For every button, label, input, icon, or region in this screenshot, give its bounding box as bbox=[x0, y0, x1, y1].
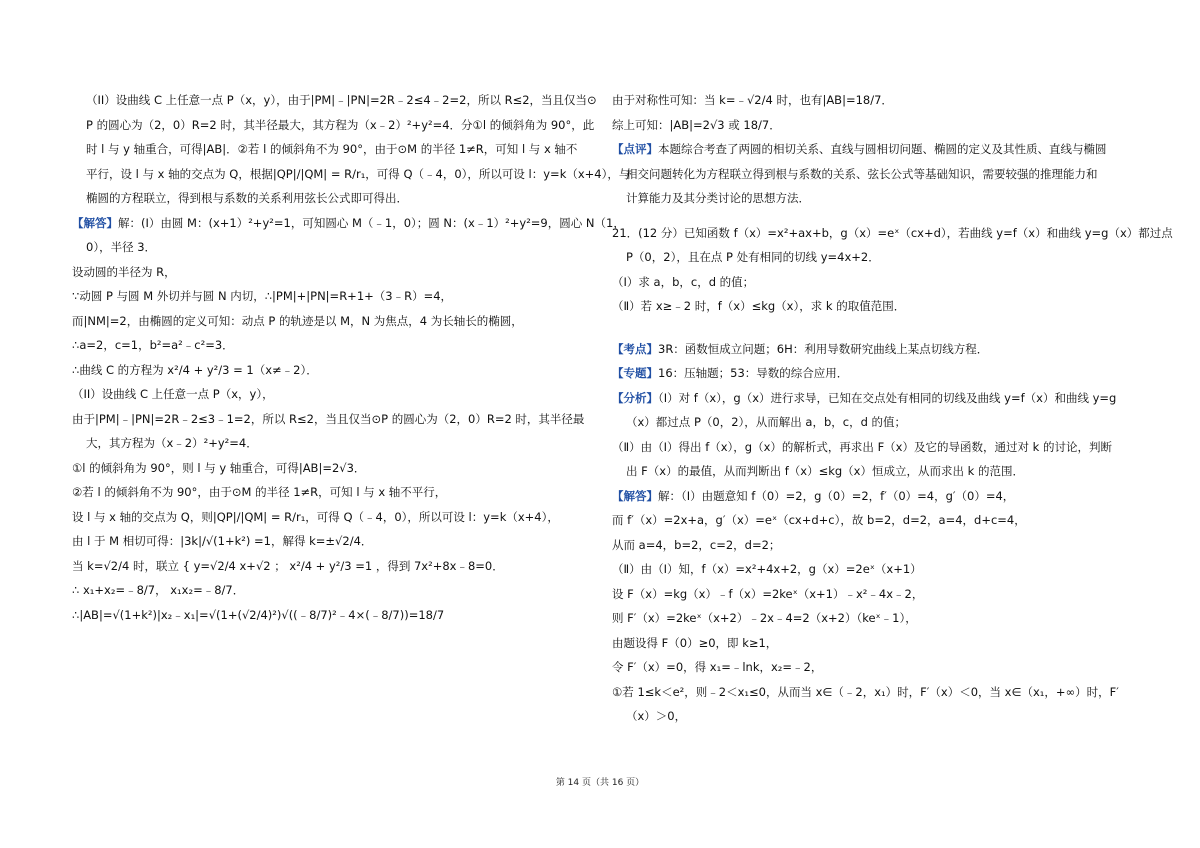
text-line: 设 l 与 x 轴的交点为 Q，则|QP|/|QM| = R/r₁，可得 Q（﹣4，0），所以可设 l：y=k（x+4）， bbox=[72, 509, 559, 524]
spacer bbox=[612, 211, 1132, 221]
section-tag: 【分析】 bbox=[612, 390, 658, 405]
text-line: 从而 a=4，b=2，c=2，d=2； bbox=[612, 537, 781, 552]
right-column bbox=[612, 88, 1173, 729]
text-line: ∴ x₁+x₂=﹣8/7， x₁x₂=﹣8/7． bbox=[72, 583, 245, 597]
text-line: 由于对称性可知：当 k=﹣√2/4 时，也有|AB|=18/7． bbox=[612, 93, 893, 107]
section-tag: 【考点】 bbox=[612, 341, 658, 356]
text-line: （Ⅱ）若 x≥﹣2 时，f（x）≤kg（x），求 k 的取值范围． bbox=[612, 299, 906, 313]
section-tag: 【解答】 bbox=[72, 215, 118, 230]
section-tag: 【专题】 bbox=[612, 366, 658, 380]
text-line: 则 F′（x）=2keˣ（x+2）﹣2x﹣4=2（x+2）（keˣ﹣1）， bbox=[612, 611, 917, 625]
text-line: 【专题】16：压轴题；53：导数的综合应用． bbox=[612, 366, 849, 380]
text-line: （II）设曲线 C 上任意一点 P（x，y），由于|PM|﹣|PN|=2R﹣2≤4﹣2=2，所以 R≤2，当且仅当⊙ bbox=[86, 93, 597, 107]
text-line: 相交问题转化为方程联立得到根与系数的关系、弦长公式等基础知识，需要较强的推理能力和 bbox=[626, 166, 1098, 181]
spacer bbox=[612, 319, 1132, 337]
text-line: 大，其方程为（x﹣2）²+y²=4． bbox=[86, 436, 258, 450]
text-line: （x）＞0， bbox=[626, 709, 687, 723]
text-line: 当 k=√2/4 时，联立 { y=√2/4 x+√2 ； x²/4 + y²/3 =1 ，得到 7x²+8x﹣8=0． bbox=[72, 558, 504, 573]
text-line: ①l 的倾斜角为 90°，则 l 与 y 轴重合，可得|AB|=2√3． bbox=[72, 460, 366, 475]
text-line: ∴a=2，c=1，b²=a²﹣c²=3． bbox=[72, 338, 234, 352]
text-line: ②若 l 的倾斜角不为 90°，由于⊙M 的半径 1≠R，可知 l 与 x 轴不平行， bbox=[72, 485, 447, 499]
text-line: 椭圆的方程联立，得到根与系数的关系利用弦长公式即可得出． bbox=[86, 191, 408, 205]
text-line: 令 F′（x）=0，得 x₁=﹣lnk，x₂=﹣2， bbox=[612, 660, 823, 674]
text-line: 由于|PM|﹣|PN|=2R﹣2≤3﹣1=2，所以 R≤2，当且仅当⊙P 的圆心为（2，0）R=2 时，其半径最 bbox=[72, 411, 585, 426]
text-line: 时 l 与 y 轴重合，可得|AB|．②若 l 的倾斜角不为 90°，由于⊙M 的半径 1≠R，可知 l 与 x 轴不 bbox=[86, 142, 578, 156]
text-line: 出 F（x）的最值，从而判断出 f（x）≤kg（x）恒成立，从而求出 k 的范围． bbox=[626, 464, 1024, 478]
text-line: 0），半径 3． bbox=[86, 240, 157, 254]
text-line: 【考点】3R：函数恒成立问题；6H：利用导数研究曲线上某点切线方程． bbox=[612, 341, 989, 356]
text-line: 设 F（x）=kg（x）﹣f（x）=2keˣ（x+1）﹣x²﹣4x﹣2， bbox=[612, 586, 924, 601]
text-line: 而 f′（x）=2x+a，g′（x）=eˣ（cx+d+c），故 b=2，d=2，a=4，d+c=4， bbox=[612, 513, 1026, 527]
text-line: P 的圆心为（2，0）R=2 时，其半径最大，其方程为（x﹣2）²+y²=4．分①l 的倾斜角为 90°，此 bbox=[86, 117, 595, 132]
text-line: 设动圆的半径为 R， bbox=[72, 264, 176, 279]
text-line: 【分析】（Ⅰ）对 f（x），g（x）进行求导，已知在交点处有相同的切线及曲线 y=f（x）和曲线 y=g bbox=[612, 390, 1117, 405]
text-line: 【解答】解：（Ⅰ）由题意知 f（0）=2，g（0）=2，f′（0）=4，g′（0）=4， bbox=[612, 488, 1015, 503]
text-line: （Ⅱ）由（I）知，f（x）=x²+4x+2，g（x）=2eˣ（x+1） bbox=[612, 562, 922, 576]
text-line: 计算能力及其分类讨论的思想方法． bbox=[626, 191, 810, 205]
text-line: ∴曲线 C 的方程为 x²/4 + y²/3 = 1（x≠﹣2）． bbox=[72, 362, 318, 377]
text-line: 【解答】解：(I）由圆 M：(x+1）²+y²=1，可知圆心 M（﹣1，0）；圆 N：(x﹣1）²+y²=9，圆心 N（1， bbox=[72, 215, 625, 230]
text-line: 平行，设 l 与 x 轴的交点为 Q，根据|QP|/|QM| = R/r₁，可得 Q（﹣4，0），所以可设 l：y=k（x+4），与 bbox=[86, 166, 631, 181]
text-line: （II）设曲线 C 上任意一点 P（x，y）， bbox=[72, 387, 274, 401]
text-line: （Ⅱ）由（I）得出 f（x），g（x）的解析式，再求出 F（x）及它的导函数，通过对 k 的讨论，判断 bbox=[612, 439, 1112, 454]
text-line: （Ⅰ）求 a，b，c，d 的值； bbox=[612, 274, 755, 289]
text-line: 【点评】本题综合考查了两圆的相切关系、直线与圆相切问题、椭圆的定义及其性质、直线与椭圆 bbox=[612, 142, 1107, 156]
text-line: ∴|AB|=√(1+k²)|x₂﹣x₁|=√(1+(√2/4)²)√((﹣8/7)²﹣4×(﹣8/7))=18/7 bbox=[72, 607, 445, 622]
text-line: 由 l 于 M 相切可得：|3k|/√(1+k²) =1，解得 k=±√2/4． bbox=[72, 534, 373, 548]
section-tag: 【解答】 bbox=[612, 488, 658, 503]
text-line: （x）都过点 P（0，2），从而解出 a，b，c，d 的值； bbox=[626, 415, 907, 429]
text-line: 综上可知：|AB|=2√3 或 18/7． bbox=[612, 117, 781, 132]
text-line: 而|NM|=2，由椭圆的定义可知：动点 P 的轨迹是以 M，N 为焦点，4 为长轴长的椭圆， bbox=[72, 313, 523, 328]
page-footer: 第 14 页（共 16 页） bbox=[555, 778, 645, 788]
section-tag: 【点评】 bbox=[612, 142, 658, 156]
text-line: P（0，2），且在点 P 处有相同的切线 y=4x+2． bbox=[626, 250, 880, 264]
left-column bbox=[72, 88, 631, 627]
text-line: ①若 1≤k＜e²，则﹣2＜x₁≤0，从而当 x∈（﹣2，x₁）时，F′（x）＜0，当 x∈（x₁，+∞）时，F′ bbox=[612, 684, 1119, 699]
text-line: ∵动圆 P 与圆 M 外切并与圆 N 内切，∴|PM|+|PN|=R+1+（3﹣R）=4， bbox=[72, 289, 453, 303]
text-line: 由题设得 F（0）≥0，即 k≥1， bbox=[612, 635, 778, 650]
text-line: 21．(12 分）已知函数 f（x）=x²+ax+b，g（x）=eˣ（cx+d），若曲线 y=f（x）和曲线 y=g（x）都过点 bbox=[612, 225, 1173, 240]
